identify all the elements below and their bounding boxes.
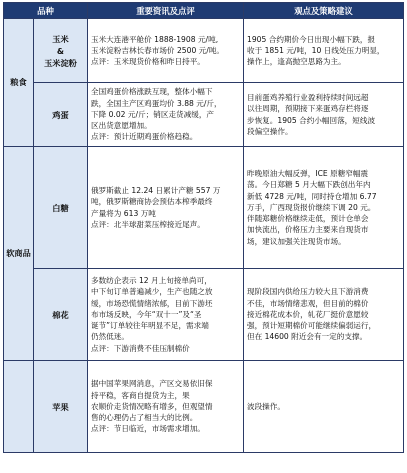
- category-grain: 粮食: [4, 19, 34, 147]
- news-sugar: 俄罗斯截止 12.24 日累计产糖 557 万 吨，俄罗斯糖商协会预估本榨季最终 产量将为 613 万吨 点评：北半球甜菜压榨接近尾声。: [88, 147, 244, 269]
- variety-corn: 玉米 & 玉米淀粉: [34, 19, 88, 83]
- category-soft: 软商品: [4, 147, 34, 361]
- variety-sugar: 白糖: [34, 147, 88, 269]
- news-corn: 玉米大连港平舱价 1888-1908 元/吨, 玉米淀粉吉林长春市场价 2500 元/吨。 点评：玉米现货价格和昨日持平。: [88, 19, 244, 83]
- header-row: [4, 3, 404, 19]
- header-category: 品种: [4, 3, 88, 19]
- row-cotton: [4, 269, 404, 361]
- variety-cotton: 棉花: [34, 269, 88, 361]
- news-apple: 据中国苹果网消息，产区交易依旧保 持平稳，客商自提货为主，果 农顺价走货情况略有增多，但观望情 售的心理仍占了相当大的比例。 点评：节日临近，市场需求增加。: [88, 361, 244, 453]
- advice-sugar: 昨晚原油大幅反弹，ICE 原糖窄幅震 荡。今日郑糖 5 月大幅下跌创出年内 新低 4728 元/吨，同时持仓增加 6.77 万手，广西现货报价继续下调 20 元。 伴随郑糖价格继续走低，预计仓单会 加快流出，价格压力主要来自现货市 场，建议加强关注现货市场。: [244, 147, 404, 269]
- news-egg: 全国鸡蛋价格涨跌互现，整体小幅下 跌，全国主产区鸡蛋均价 3.88 元/斤， 下降 0.02 元/斤；销区走货减缓，产 区出货意愿增加。 点评：预计近期鸡蛋价格趋稳。: [88, 83, 244, 147]
- news-cotton: 多数纺企表示 12 月上旬接单尚可， 中下旬订单普遍减少，生产也随之放 缓，市场恐慌情绪浓郁，目前下游坯 布市场反映，今年“双十一”及“圣 诞节”订单较往年明显不足，需求端 仍然低迷。 点评：下游消费不佳压制棉价: [88, 269, 244, 361]
- advice-cotton: 现阶段国内供给压力较大且下游消费 不佳，市场情绪悲观，但目前的棉价 接近棉花成本价，轧花厂挺价意愿较 强，预计短期棉价可能继续偏弱运行， 但在 14600 附近会有一定的支撑。: [244, 269, 404, 361]
- advice-apple: 波段操作。: [244, 361, 404, 453]
- variety-apple: 苹果: [34, 361, 88, 453]
- category-empty: [4, 361, 34, 453]
- row-apple: [4, 361, 404, 453]
- row-sugar: [4, 147, 404, 269]
- row-corn: [4, 19, 404, 83]
- variety-egg: 鸡蛋: [34, 83, 88, 147]
- header-advice: 观点及策略建议: [244, 3, 404, 19]
- advice-corn: 1905 合约期价今日出现小幅下跌，报 收于 1851 元/吨，10 日线处压力明显， 操作上，逢高抛空思路为主。: [244, 19, 404, 83]
- header-news: 重要资讯及点评: [88, 3, 244, 19]
- row-egg: [4, 83, 404, 147]
- advice-egg: 目前蛋鸡养殖行业盈利持续时间远超 以往周期，预期接下来蛋鸡存栏将逐 步恢复。1905 合约小幅回落，短线波 段偏空操作。: [244, 83, 404, 147]
- commodity-table: [3, 2, 404, 453]
